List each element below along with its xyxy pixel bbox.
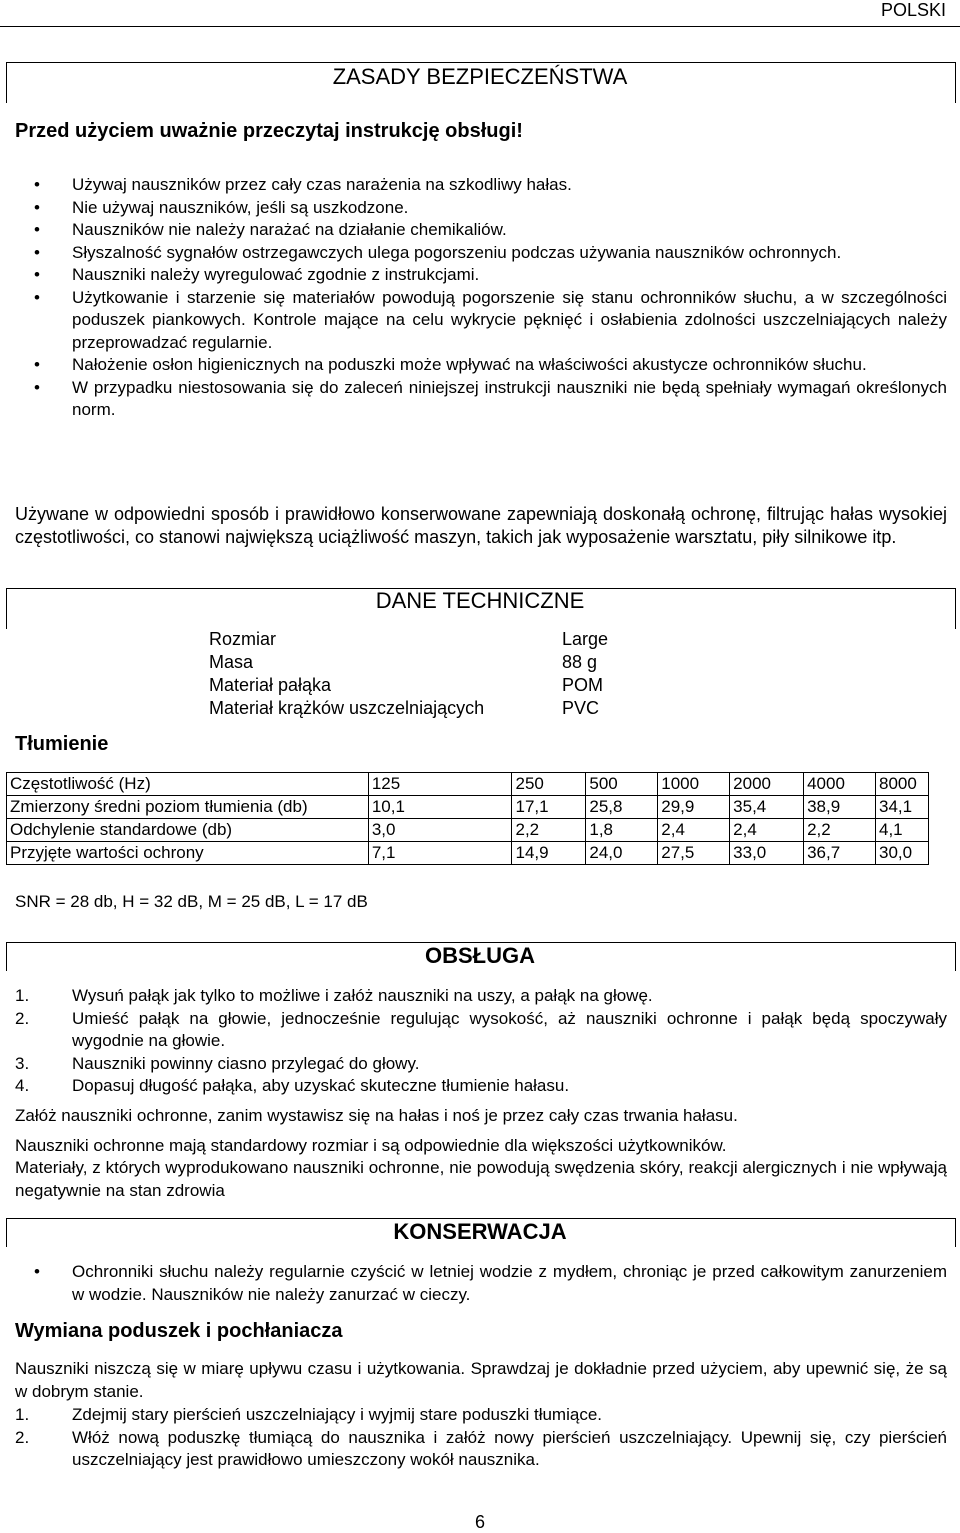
table-cell: 17,1: [512, 796, 586, 819]
table-cell: Przyjęte wartości ochrony: [7, 842, 369, 865]
table-cell: Zmierzony średni poziom tłumienia (db): [7, 796, 369, 819]
spec-label: Rozmiar: [209, 629, 277, 649]
table-row: [7, 842, 929, 865]
operation-note-1: Załóż nauszniki ochronne, zanim wystawisz się na hałas i noś je przez cały czas trwania hałasu.: [15, 1106, 738, 1125]
step-text: Umieść pałąk na głowie, jednocześnie regulując wysokość, aż nauszniki ochronne i pałąk będą spoczywały wygodnie na głowie.: [72, 1008, 947, 1050]
step-number: 3.: [15, 1053, 30, 1073]
table-cell: 14,9: [512, 842, 586, 865]
list-item: • Użytkowanie i starzenie się materiałów powodują pogorszenie się stanu ochronników słuchu, a w szczególności poduszek piankowych. Kontrole mające na celu wykrycie pęknięć i osłabienia zdolności uszczelniających należy przeprowadzać regularnie.: [15, 287, 947, 355]
table-cell: 34,1: [875, 796, 928, 819]
list-item: • Słyszalność sygnałów ostrzegawczych ulega pogorszeniu podczas używania nauszników ochronnych.: [15, 242, 947, 265]
table-cell: 1000: [658, 773, 730, 796]
safety-title: ZASADY BEZPIECZEŃSTWA: [332, 64, 628, 89]
table-cell: 8000: [875, 773, 928, 796]
spec-label: Masa: [209, 652, 254, 672]
table-cell: 10,1: [368, 796, 512, 819]
table-cell: 38,9: [804, 796, 876, 819]
step-text: Wysuń pałąk jak tylko to możliwe i załóż nauszniki na uszy, a pałąk na głowę.: [72, 986, 653, 1005]
step-number: 1.: [15, 1405, 30, 1424]
table-cell: 3,0: [368, 819, 512, 842]
step-number: 2.: [15, 1008, 30, 1028]
list-item: [15, 1427, 947, 1472]
spec-value: Large: [562, 629, 609, 649]
table-cell: 33,0: [730, 842, 804, 865]
step-text: Włóż nową poduszkę tłumiącą do nausznika i załóż nowy pierścień uszczelniający. Upewnij się, czy pierścień uszczelniający jest prawidłowo umieszczony wokół nausznika.: [72, 1427, 947, 1469]
step-number: 4.: [15, 1076, 30, 1095]
table-cell: 30,0: [875, 842, 928, 865]
list-item: • Nie używaj nauszników, jeśli są uszkodzone.: [15, 197, 947, 220]
operation-note-3: Materiały, z których wyprodukowano nauszniki ochronne, nie powodują swędzenia skóry, reakcji alergicznych i nie wpływają negatywnie na stan zdrowia: [15, 1158, 947, 1200]
spec-label: Materiał krążków uszczelniających: [209, 698, 485, 718]
list-item: [15, 985, 947, 1008]
table-row: [7, 796, 929, 819]
table-cell: 1,8: [586, 819, 658, 842]
list-item: [15, 1404, 947, 1427]
header-language: POLSKI: [880, 0, 946, 20]
step-number: 2.: [15, 1427, 30, 1447]
spec-value: 88 g: [562, 652, 598, 672]
list-item: • Nauszniki należy wyregulować zgodnie z instrukcjami.: [15, 264, 947, 287]
table-row: [7, 819, 929, 842]
table-cell: 25,8: [586, 796, 658, 819]
list-item: [15, 1075, 947, 1098]
spec-value: POM: [562, 675, 604, 695]
table-cell: 2,4: [658, 819, 730, 842]
safety-warning: Przed użyciem uważnie przeczytaj instrukcję obsługi!: [15, 120, 523, 142]
spec-label: Materiał pałąka: [209, 675, 332, 695]
header-rule: [0, 26, 960, 27]
maintenance-title: KONSERWACJA: [393, 1219, 567, 1244]
replace-steps: [15, 1404, 947, 1472]
list-item: [15, 1053, 947, 1076]
attenuation-table: [6, 772, 929, 865]
spec-values: [562, 628, 608, 720]
snr-line: SNR = 28 db, H = 32 dB, M = 25 dB, L = 17 dB: [15, 892, 368, 911]
table-cell: 27,5: [658, 842, 730, 865]
table-row: [7, 773, 929, 796]
list-item: • Nauszników nie należy narażać na działanie chemikaliów.: [15, 219, 947, 242]
table-cell: 125: [368, 773, 512, 796]
table-cell: 36,7: [804, 842, 876, 865]
list-item: • Ochronniki słuchu należy regularnie czyścić w letniej wodzie z mydłem, chroniąc je przed całkowitym zanurzeniem w wodzie. Nauszników nie należy zanurzać w cieczy.: [15, 1261, 947, 1306]
list-item: • Nałożenie osłon higienicznych na poduszki może wpływać na właściwości akustycze ochronników słuchu.: [15, 354, 947, 377]
operation-steps: [15, 985, 947, 1098]
attenuation-label: Tłumienie: [15, 733, 109, 755]
spec-labels: [209, 628, 484, 720]
table-cell: 4,1: [875, 819, 928, 842]
page-number: 6: [474, 1512, 485, 1532]
table-cell: 7,1: [368, 842, 512, 865]
table-cell: 24,0: [586, 842, 658, 865]
list-item: • Używaj nauszników przez cały czas narażenia na szkodliwy hałas.: [15, 174, 947, 197]
table-cell: 35,4: [730, 796, 804, 819]
replace-title: Wymiana poduszek i pochłaniacza: [15, 1320, 343, 1342]
step-text: Dopasuj długość pałąka, aby uzyskać skuteczne tłumienie hałasu.: [72, 1076, 570, 1095]
spec-value: PVC: [562, 698, 600, 718]
table-cell: 29,9: [658, 796, 730, 819]
list-item: • W przypadku niestosowania się do zaleceń niniejszej instrukcji nauszniki nie będą spełniały wymagań określonych norm.: [15, 377, 947, 422]
replace-intro: Nauszniki niszczą się w miarę upływu czasu i użytkowania. Sprawdzaj je dokładnie przed użyciem, aby upewnić się, że są w dobrym stanie.: [15, 1359, 947, 1401]
table-cell: 2,2: [512, 819, 586, 842]
operation-note-2: Nauszniki ochronne mają standardowy rozmiar i są odpowiednie dla większości użytkowników.: [15, 1136, 727, 1155]
table-cell: 4000: [804, 773, 876, 796]
step-text: Zdejmij stary pierścień uszczelniający i wyjmij stare poduszki tłumiące.: [72, 1405, 603, 1424]
step-text: Nauszniki powinny ciasno przylegać do głowy.: [72, 1053, 420, 1073]
table-cell: 500: [586, 773, 658, 796]
maintenance-bullet-list: [15, 1261, 947, 1306]
table-cell: Częstotliwość (Hz): [7, 773, 369, 796]
tech-title: DANE TECHNICZNE: [375, 588, 585, 613]
usage-paragraph: Używane w odpowiedni sposób i prawidłowo konserwowane zapewniają doskonałą ochronę, filtrując hałas wysokiej częstotliwości, co stanowi największą uciążliwość maszyn, takich jak wyposażenie warsztatu, piły silnikowe itp.: [15, 504, 947, 547]
table-cell: Odchylenie standardowe (db): [7, 819, 369, 842]
table-cell: 2,2: [804, 819, 876, 842]
table-cell: 2000: [730, 773, 804, 796]
step-number: 1.: [15, 986, 30, 1005]
list-item: [15, 1008, 947, 1053]
operation-title: OBSŁUGA: [425, 943, 535, 968]
table-cell: 2,4: [730, 819, 804, 842]
safety-bullet-list: [15, 174, 947, 422]
table-cell: 250: [512, 773, 586, 796]
